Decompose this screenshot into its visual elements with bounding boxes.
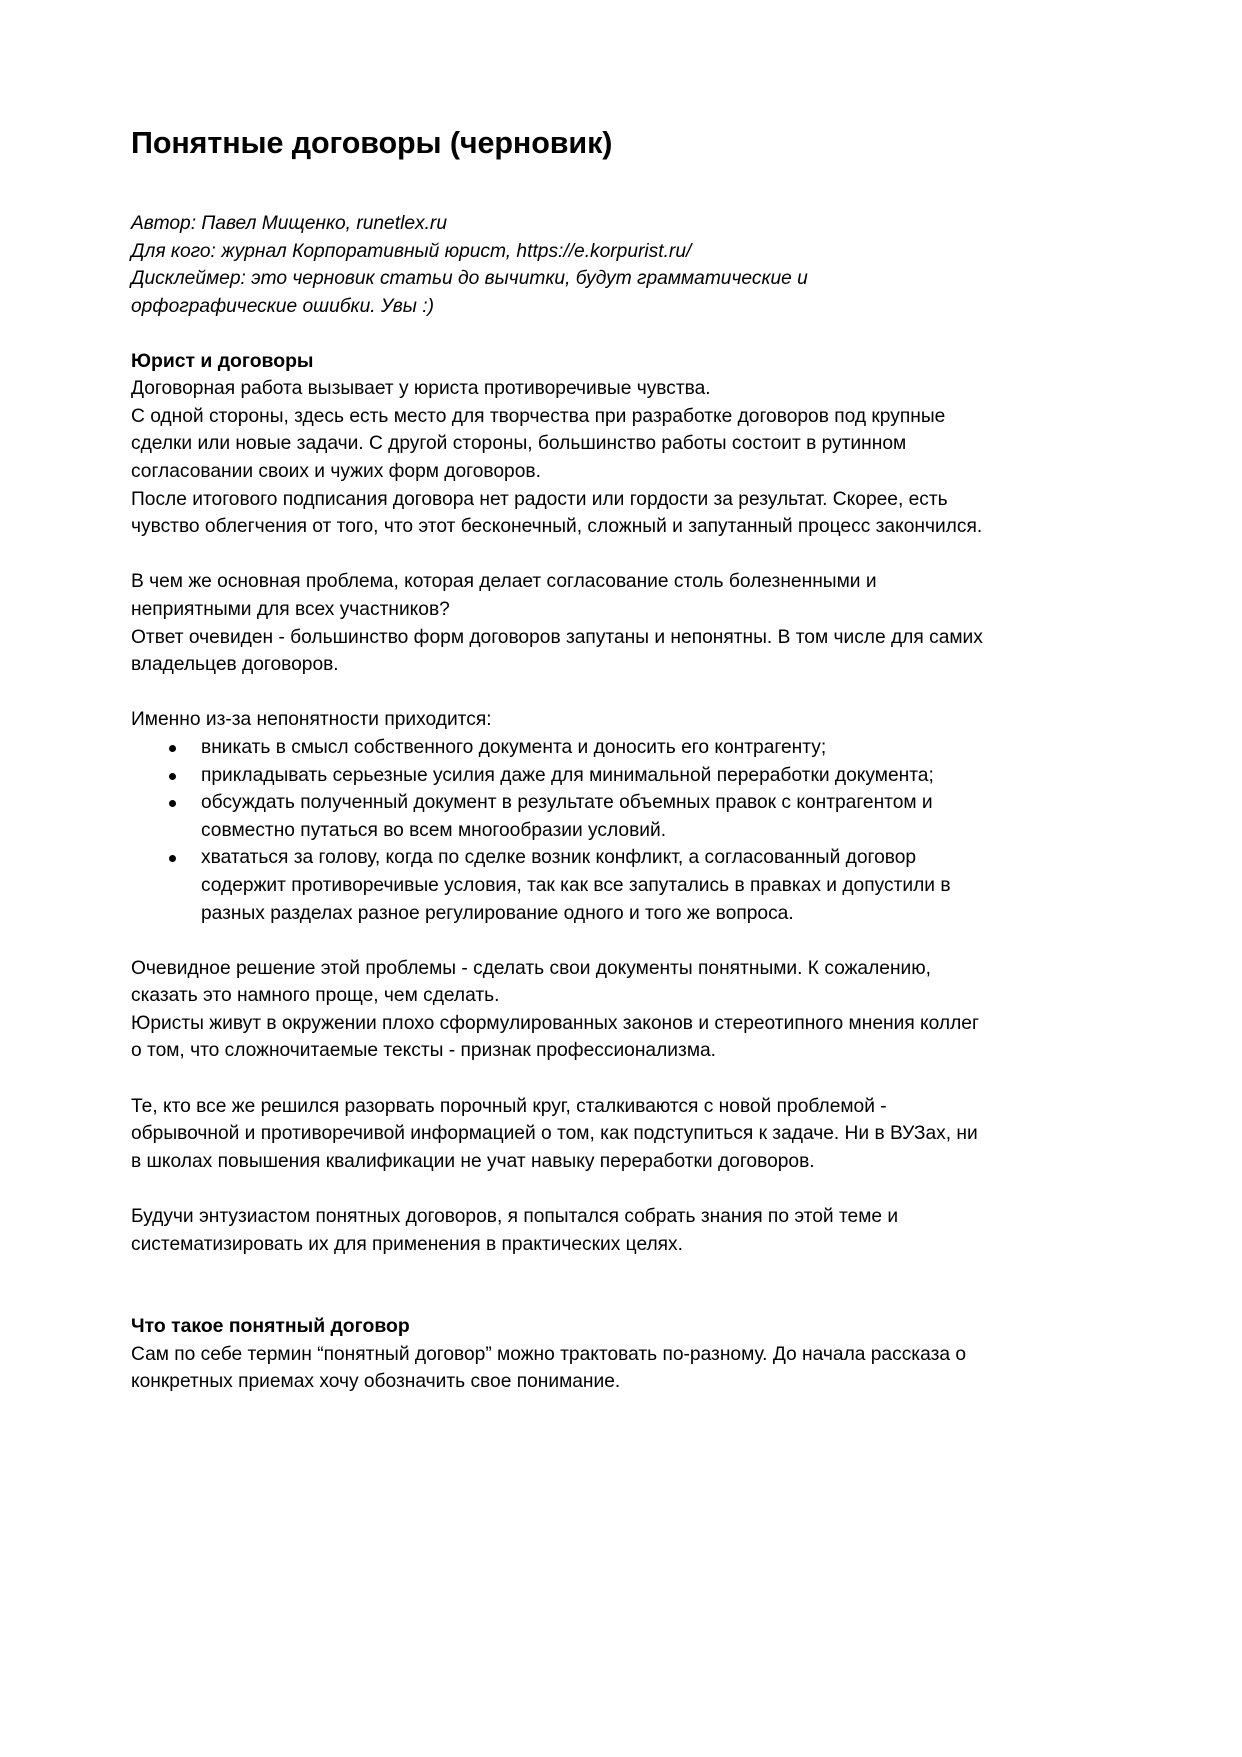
list-item-text: прикладывать серьезные усилия даже для минимальной переработки документа;: [201, 764, 934, 786]
list-item: [131, 844, 991, 927]
meta-author: Автор: Павел Мищенко, runetlex.ru: [131, 213, 447, 235]
list-item-text: обсуждать полученный документ в результате объемных правок с контрагентом и совместно путаться во всем многообразии условий.: [201, 792, 933, 841]
meta-disclaimer-line-1: Дисклеймер: это черновик статьи до вычитки, будут грамматические и: [131, 268, 808, 290]
list-item: [131, 734, 991, 762]
spacer: [131, 679, 991, 707]
paragraph-problem-2: Ответ очевиден - большинство форм договоров запутаны и непонятны. В том числе для самих владельцев договоров.: [131, 626, 983, 676]
paragraph-intro-1: Договорная работа вызывает у юриста противоречивые чувства.: [131, 378, 711, 400]
page-title: Понятные договоры (черновик): [131, 126, 613, 160]
bullet-icon: [169, 773, 176, 780]
list-item: [131, 789, 991, 844]
section-heading-lawyer-and-contracts: Юрист и договоры: [131, 349, 314, 372]
list-item-text: вникать в смысл собственного документа и доносить его контрагенту;: [201, 736, 827, 758]
spacer: [131, 1258, 991, 1313]
bullet-list: [131, 734, 991, 927]
spacer: [131, 1175, 991, 1203]
paragraph-intro-3: После итогового подписания договора нет радости или гордости за результат. Скорее, есть чувство облегчения от того, что этот бесконечный, сложный и запутанный процесс закончился.: [131, 488, 983, 538]
bullet-icon: [169, 745, 176, 752]
paragraph-solution-2: Юристы живут в окружении плохо сформулированных законов и стереотипного мнения коллег о том, что сложночитаемые тексты - признак профессионализма.: [131, 1012, 979, 1062]
bullet-icon: [169, 800, 176, 807]
paragraph-list-intro: Именно из-за непонятности приходится:: [131, 709, 492, 731]
list-item: [131, 762, 991, 790]
document-meta: [131, 210, 991, 320]
spacer: [131, 320, 991, 348]
bullet-icon: [169, 855, 176, 862]
paragraph-problem-1: В чем же основная проблема, которая делает согласование столь болезненными и неприятными для всех участников?: [131, 571, 877, 620]
section-heading-what-is-clear-contract: Что такое понятный договор: [131, 1315, 410, 1338]
document-body: [131, 124, 991, 1396]
spacer: [131, 927, 991, 955]
spacer: [131, 541, 991, 569]
spacer: [131, 1065, 991, 1093]
paragraph-definition: Сам по себе термин “понятный договор” можно трактовать по-разному. До начала рассказа о конкретных приемах хочу обозначить свое понимание.: [131, 1343, 967, 1393]
list-item-text: хвататься за голову, когда по сделке возник конфликт, а согласованный договор содержит противоречивые условия, так как все запутались в правках и допустили в разных разделах разное регулирование одного и того же вопроса.: [201, 847, 951, 924]
paragraph-intro-2: С одной стороны, здесь есть место для творчества при разработке договоров под крупные сделки или новые задачи. С другой стороны, большинство работы состоит в рутинном согласовании своих и чужих форм договоров.: [131, 405, 946, 482]
meta-audience: Для кого: журнал Корпоративный юрист, https://e.korpurist.ru/: [131, 240, 692, 262]
paragraph-enthusiast: Будучи энтузиастом понятных договоров, я попытался собрать знания по этой теме и систематизировать их для применения в практических целях.: [131, 1206, 899, 1255]
paragraph-vicious-circle: Те, кто все же решился разорвать порочный круг, сталкиваются с новой проблемой - обрывочной и противоречивой информацией о том, как подступиться к задаче. Ни в ВУЗах, ни в школах повышения квалификации не учат навыку переработки договоров.: [131, 1095, 978, 1172]
paragraph-solution-1: Очевидное решение этой проблемы - сделать свои документы понятными. К сожалению, сказать это намного проще, чем сделать.: [131, 957, 931, 1007]
meta-disclaimer-line-2: орфографические ошибки. Увы :): [131, 295, 434, 317]
